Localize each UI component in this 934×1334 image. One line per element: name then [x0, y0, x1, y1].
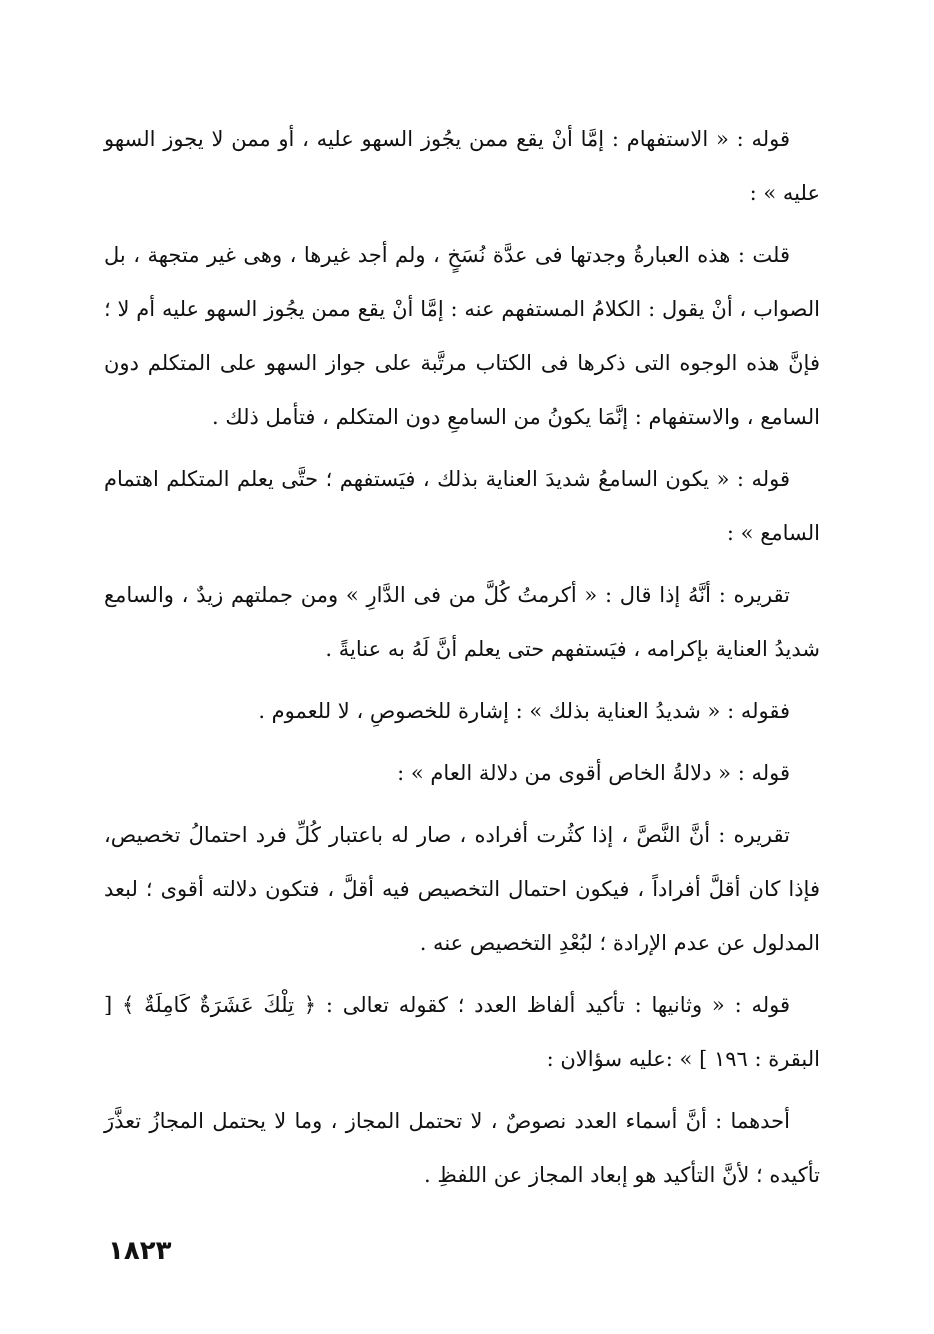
paragraph-dalalat-khas: قوله : « دلالةُ الخاص أقوى من دلالة العام » :: [397, 761, 790, 785]
paragraph-ahaduhuma: أحدهما : أنَّ أسماء العدد نصوصٌ ، لا تحتمل المجاز ، وما لا يحتمل المجازُ تعذَّرَ تأكيده ؛ لأنَّ التأكيد هو إبعاد المجاز عن اللفظِ .: [104, 1109, 820, 1187]
paragraph-sami-quote: قوله : « يكون السامعُ شديدَ العناية بذلك ، فيَستفهم ؛ حتَّى يعلم المتكلم اهتمام السامع » :: [104, 467, 820, 545]
paragraph-taqriruh-akramtu: تقريره : أنَّهُ إذا قال : « أكرمتُ كُلَّ من فى الدَّارِ » ومن جملتهم زيدٌ ، والسامع شديدُ العناية بإكرامه ، فيَستفهم حتى يعلم أنَّ لَهُ به عنايةً .: [104, 583, 820, 661]
paragraph-qultu-comment: قلت : هذه العبارةُ وجدتها فى عدَّة نُسَخٍ ، ولم أجد غيرها ، وهى غير متجهة ، بل الصواب ، أنْ يقول : الكلامُ المستفهم عنه : إمَّا أنْ يقع ممن يجُوز السهو عليه أم لا ؛ فإنَّ هذه الوجوه التى ذكرها فى الكتاب مرتَّبة على جواز السهو على المتكلم دون السامع ، والاستفهام : إنَّمَا يكونُ من السامعِ دون المتكلم ، فتأمل ذلك .: [104, 243, 820, 429]
paragraph-taqriruh-nass: تقريره : أنَّ النَّصَّ ، إذا كثُرت أفراده ، صار له باعتبار كُلِّ فرد احتمالُ تخصيص، فإذا كان أقلَّ أفراداً ، فيكون احتمال التخصيص فيه أقلَّ ، فتكون دلالته أقوى ؛ لبعد المدلول عن عدم الإرادة ؛ لبُعْدِ التخصيص عنه .: [104, 823, 820, 955]
paragraph-thaniha-quote: قوله : « وثانيها : تأكيد ألفاظ العدد ؛ كقوله تعالى : ﴿ تِلْكَ عَشَرَةٌ كَامِلَةٌ ﴾ [ البقرة : ١٩٦ ] » :عليه سؤالان :: [104, 993, 820, 1071]
page-number: ١٨٢٣: [108, 1236, 172, 1266]
page-body: [104, 112, 820, 1210]
paragraph-fa-qawluh: فقوله : « شديدُ العناية بذلك » : إشارة للخصوصِ ، لا للعموم .: [258, 699, 790, 723]
paragraph-istifham-quote: قوله : « الاستفهام : إمَّا أنْ يقع ممن يجُوز السهو عليه ، أو ممن لا يجوز السهو عليه » :: [104, 127, 820, 205]
